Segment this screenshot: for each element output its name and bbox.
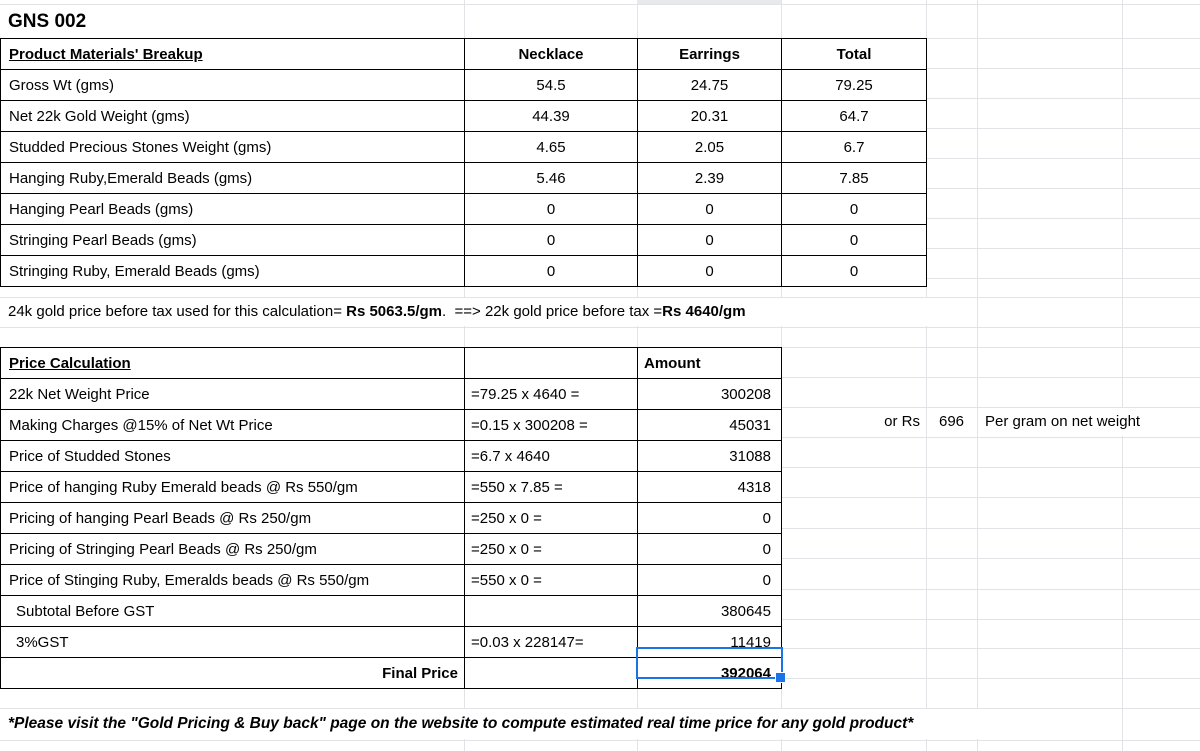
price-formula-cell[interactable]: =0.03 x 228147= [465, 627, 638, 658]
material-earrings-cell[interactable]: 0 [638, 194, 782, 225]
price-amount-cell[interactable]: 45031 [638, 410, 782, 441]
material-earrings-cell[interactable]: 0 [638, 225, 782, 256]
materials-header-necklace-cell[interactable]: Necklace [465, 39, 638, 70]
table-row [1, 503, 782, 534]
table-row [1, 379, 782, 410]
material-total-cell[interactable]: 64.7 [782, 101, 927, 132]
gridline-horizontal [0, 327, 1200, 328]
material-label-cell[interactable]: Hanging Pearl Beads (gms) [1, 194, 465, 225]
price-calculation-table [0, 347, 782, 689]
material-label-cell[interactable]: Stringing Ruby, Emerald Beads (gms) [1, 256, 465, 287]
table-row [1, 101, 927, 132]
price-label-cell[interactable]: Making Charges @15% of Net Wt Price [1, 410, 465, 441]
price-amount-cell[interactable]: 0 [638, 565, 782, 596]
material-label-cell[interactable]: Gross Wt (gms) [1, 70, 465, 101]
price-label-cell[interactable]: Price of Stinging Ruby, Emeralds beads @ Rs 550/gm [1, 565, 465, 596]
material-earrings-cell[interactable]: 0 [638, 256, 782, 287]
price-formula-cell[interactable] [465, 596, 638, 627]
price-header-empty-cell[interactable] [465, 348, 638, 379]
material-necklace-cell[interactable]: 5.46 [465, 163, 638, 194]
table-row [1, 534, 782, 565]
price-label-cell[interactable]: Price of hanging Ruby Emerald beads @ Rs 550/gm [1, 472, 465, 503]
or-rs-cell[interactable]: or Rs [884, 413, 920, 430]
material-earrings-cell[interactable]: 2.39 [638, 163, 782, 194]
material-total-cell[interactable]: 0 [782, 225, 927, 256]
table-row [1, 163, 927, 194]
table-row [1, 472, 782, 503]
materials-header-label-cell[interactable]: Product Materials' Breakup [1, 39, 465, 70]
material-label-cell[interactable]: Stringing Pearl Beads (gms) [1, 225, 465, 256]
table-row [1, 70, 927, 101]
table-row [1, 441, 782, 472]
material-label-cell[interactable]: Hanging Ruby,Emerald Beads (gms) [1, 163, 465, 194]
gold-note-text: . ==> 22k gold price before tax = [442, 303, 663, 320]
footer-disclaimer-cell[interactable]: *Please visit the "Gold Pricing & Buy back" page on the website to compute estimated real time price for any gold product* [8, 715, 914, 732]
price-amount-cell[interactable]: 380645 [638, 596, 782, 627]
material-earrings-cell[interactable]: 2.05 [638, 132, 782, 163]
gridline-horizontal [0, 740, 1200, 741]
material-necklace-cell[interactable]: 44.39 [465, 101, 638, 132]
material-total-cell[interactable]: 0 [782, 194, 927, 225]
gold-note-text: 24k gold price before tax used for this calculation= [8, 303, 347, 320]
material-necklace-cell[interactable]: 0 [465, 194, 638, 225]
price-header-amount-cell[interactable]: Amount [638, 348, 782, 379]
gridline-horizontal [0, 4, 1200, 5]
materials-header-total-cell[interactable]: Total [782, 39, 927, 70]
price-formula-cell[interactable]: =550 x 7.85 = [465, 472, 638, 503]
price-formula-cell[interactable]: =6.7 x 4640 [465, 441, 638, 472]
gold-note-22k-price: Rs 4640/gm [662, 303, 746, 320]
material-total-cell[interactable]: 79.25 [782, 70, 927, 101]
selected-cell-border [636, 647, 783, 679]
material-total-cell[interactable]: 0 [782, 256, 927, 287]
final-price-label-cell[interactable]: Final Price [1, 658, 465, 689]
material-necklace-cell[interactable]: 4.65 [465, 132, 638, 163]
price-header-label-cell[interactable]: Price Calculation [1, 348, 465, 379]
gold-note-24k-price: Rs 5063.5/gm [346, 303, 443, 320]
gridline-vertical [977, 0, 978, 751]
table-row [1, 565, 782, 596]
table-row [1, 194, 927, 225]
price-amount-cell[interactable]: 4318 [638, 472, 782, 503]
final-price-amount-cell[interactable]: 392064 [638, 658, 782, 689]
price-amount-cell[interactable]: 0 [638, 503, 782, 534]
material-earrings-cell[interactable]: 24.75 [638, 70, 782, 101]
material-necklace-cell[interactable]: 54.5 [465, 70, 638, 101]
price-header-row [1, 348, 782, 379]
price-formula-cell[interactable]: =250 x 0 = [465, 503, 638, 534]
price-formula-cell[interactable]: =0.15 x 300208 = [465, 410, 638, 441]
price-label-cell[interactable]: Pricing of Stringing Pearl Beads @ Rs 250/gm [1, 534, 465, 565]
material-label-cell[interactable]: Net 22k Gold Weight (gms) [1, 101, 465, 132]
material-total-cell[interactable]: 7.85 [782, 163, 927, 194]
material-necklace-cell[interactable]: 0 [465, 256, 638, 287]
per-gram-unit-cell[interactable]: Per gram on net weight [985, 413, 1141, 430]
price-label-cell[interactable]: Subtotal Before GST [1, 596, 465, 627]
price-formula-cell[interactable] [465, 658, 638, 689]
table-row [1, 132, 927, 163]
material-label-cell[interactable]: Studded Precious Stones Weight (gms) [1, 132, 465, 163]
table-row [1, 225, 927, 256]
price-amount-cell[interactable]: 11419 [638, 627, 782, 658]
material-total-cell[interactable]: 6.7 [782, 132, 927, 163]
materials-header-row [1, 39, 927, 70]
price-label-cell[interactable]: Pricing of hanging Pearl Beads @ Rs 250/gm [1, 503, 465, 534]
price-formula-cell[interactable]: =250 x 0 = [465, 534, 638, 565]
materials-header-earrings-cell[interactable]: Earrings [638, 39, 782, 70]
price-label-cell[interactable]: 22k Net Weight Price [1, 379, 465, 410]
fill-handle[interactable] [775, 672, 786, 683]
table-row [1, 410, 782, 441]
materials-table [0, 38, 927, 287]
price-label-cell[interactable]: Price of Studded Stones [1, 441, 465, 472]
partial-row-cell [637, 0, 781, 4]
price-amount-cell[interactable]: 300208 [638, 379, 782, 410]
per-gram-rate-cell[interactable]: 696 [938, 413, 965, 430]
price-amount-cell[interactable]: 31088 [638, 441, 782, 472]
table-row [1, 256, 927, 287]
table-row [1, 596, 782, 627]
gridline-vertical [1122, 0, 1123, 751]
sheet-title-cell[interactable]: GNS 002 [8, 11, 87, 32]
price-formula-cell[interactable]: =550 x 0 = [465, 565, 638, 596]
material-necklace-cell[interactable]: 0 [465, 225, 638, 256]
price-formula-cell[interactable]: =79.25 x 4640 = [465, 379, 638, 410]
gold-price-note-cell[interactable] [8, 298, 746, 326]
price-label-cell[interactable]: 3%GST [1, 627, 465, 658]
price-amount-cell[interactable]: 0 [638, 534, 782, 565]
material-earrings-cell[interactable]: 20.31 [638, 101, 782, 132]
